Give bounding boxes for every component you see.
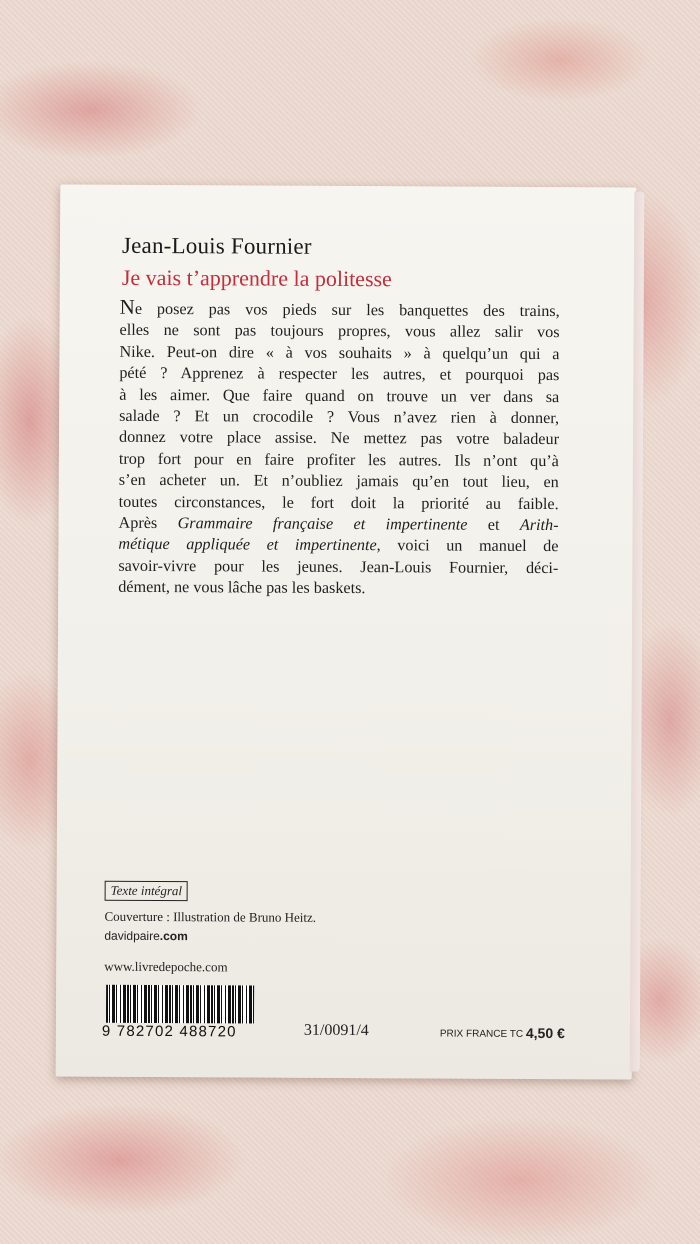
publisher-name: davidpaire [104,928,160,944]
book-back-cover [56,184,637,1079]
catalog-code: 31/0091/4 [303,1021,369,1040]
after-text: et [467,515,520,534]
drop-cap: N [119,294,135,319]
texte-integral-tag: Texte intégral [105,881,188,901]
publisher-logo [104,929,187,943]
publisher-website: www.livredepoche.com [104,958,228,975]
blurb-line: pété ? Apprenez à respecter les autres, et pourquoi pas [119,364,560,385]
after-text: , voici un manuel de [376,536,559,556]
blurb-line [119,294,560,323]
price-value: 4,50 € [525,1024,565,1042]
blurb-text [118,294,560,601]
isbn-number: 9 782702 488720 [101,1022,237,1041]
blurb-line-text: e posez pas vos pieds sur les banquettes des trains, [134,299,560,321]
book-title: Je vais t’apprendre la politesse [121,264,392,292]
blurb-line: toutes circonstances, le fort doit la priorité au faible. [118,492,559,513]
blurb-line: s’en acheter un. Et n’oubliez jamais qu’en tout lieu, en [118,471,559,492]
blurb-line: donnez votre place assise. Ne mettez pas votre baladeur [118,428,560,449]
blurb-line: salade ? Et un crocodile ? Vous n’avez rien à donner, [119,406,560,428]
blurb-line: trop fort pour en faire profiter les autres. Ils n’ont qu’à [118,449,559,470]
blurb-line [118,534,558,558]
previous-title-1: Grammaire française et impertinente [177,514,468,534]
cover-credit: Couverture : Illustration de Bruno Heitz. [104,908,317,925]
blurb-line: savoir-vivre pour les jeunes. Jean-Louis Fournier, déci- [118,556,559,577]
after-text: Après [118,513,178,533]
author-name: Jean-Louis Fournier [121,232,312,259]
price-label: PRIX FRANCE TC [439,1028,524,1040]
blurb-line: à les aimer. Que faire quand on trouve un ver dans sa [119,385,560,406]
blurb-line [119,513,559,537]
previous-title-2-start: Arith- [519,515,559,535]
barcode [106,985,254,1024]
blurb-line: elles ne sont pas toujours propres, vous allez salir vos [119,321,560,342]
previous-title-2-end: métique appliquée et impertinente [118,535,377,555]
publisher-suffix: .com [159,929,188,944]
blurb-line: dément, ne vous lâche pas les baskets. [118,578,366,598]
blurb-line: Nike. Peut-on dire « à vos souhaits » à quelqu’un qui a [119,342,560,363]
